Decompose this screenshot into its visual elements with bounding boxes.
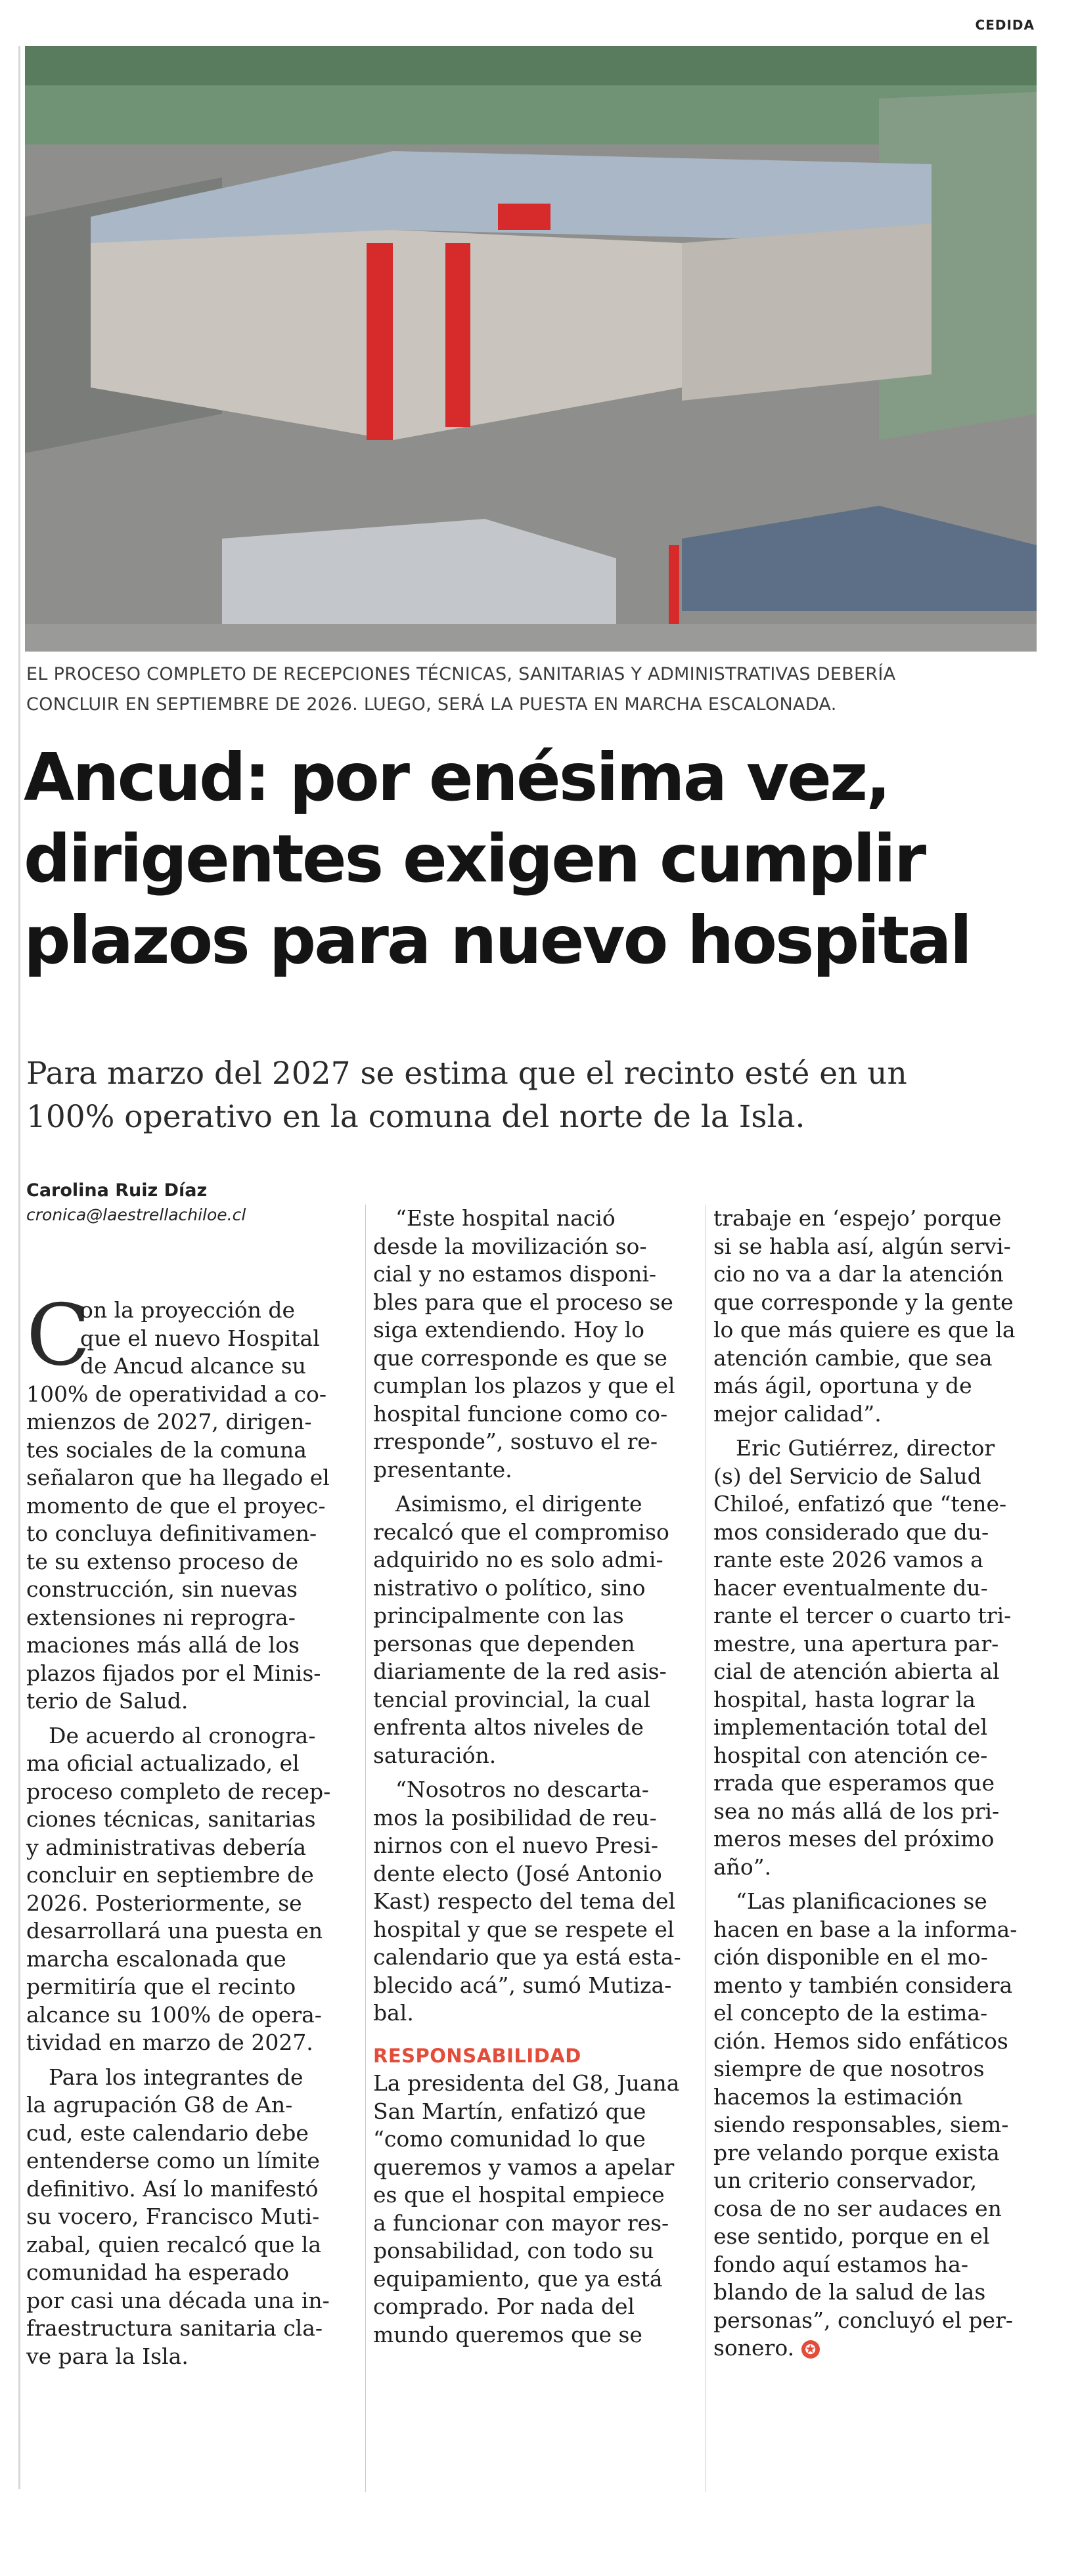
article-line: Chiloé, enfatizó que “tene-: [713, 1491, 1007, 1517]
article-line: cio no va a dar la atención: [713, 1261, 1004, 1287]
article-line: que corresponde es que se: [373, 1344, 667, 1371]
hospital-illustration: [25, 46, 1037, 652]
article-line: ción. Hemos sido enfáticos: [713, 2028, 1008, 2054]
article-line: siempre de que nosotros: [713, 2056, 985, 2081]
article-line: fraestructura sanitaria cla-: [26, 2315, 323, 2341]
section-heading: RESPONSABILIDAD: [373, 2044, 581, 2067]
article-line: [373, 1484, 698, 1490]
article-line: cud, este calendario debe: [26, 2120, 309, 2146]
article-line: es que el hospital empiece: [373, 2182, 665, 2208]
article-line: marcha escalonada que: [26, 1945, 286, 1972]
article-line: rante este 2026 vamos a: [713, 1547, 983, 1572]
article-line: personas”, concluyó el per-: [713, 2307, 1013, 2333]
article-line: definitivo. Así lo manifestó: [26, 2175, 319, 2202]
article-line: lo que más quiere es que la: [713, 1317, 1016, 1343]
article-line: construcción, sin nuevas: [26, 1576, 298, 1602]
article-line: maciones más allá de los: [26, 1632, 300, 1658]
article-line: comunidad ha esperado: [26, 2259, 290, 2285]
article-line: la agrupación G8 de An-: [26, 2092, 293, 2118]
article-line: Para los integrantes de: [49, 2064, 303, 2090]
article-line: hacen en base a la informa-: [713, 1916, 1018, 1942]
article-line: desde la movilización so-: [373, 1233, 647, 1259]
article-line: mos la posibilidad de reu-: [373, 1804, 657, 1831]
article-line: proceso completo de recep-: [26, 1778, 331, 1804]
article-line: plazos fijados por el Minis-: [26, 1660, 321, 1686]
article-line: siendo responsables, siem-: [713, 2112, 1009, 2137]
page-margin-rule: [18, 46, 20, 2489]
article-line: Kast) respecto del tema del: [373, 1888, 676, 1914]
article-line: tividad en marzo de 2027.: [26, 2030, 313, 2055]
article-line: hacer eventualmente du-: [713, 1574, 988, 1601]
article-column-1: [26, 1287, 361, 2370]
article-line: pre velando porque exista: [713, 2139, 1000, 2165]
article-column-2: [373, 1205, 698, 2349]
article-line: “como comunidad lo que: [373, 2126, 646, 2152]
article-line: to concluya definitivamen-: [26, 1521, 317, 1546]
article-line: extensiones ni reprogra-: [26, 1604, 296, 1630]
article-line: mejor calidad”.: [713, 1400, 882, 1427]
article-line: desarrollará una puesta en: [26, 1918, 323, 1943]
article-line: La presidenta del G8, Juana: [373, 2070, 680, 2096]
article-line: mestre, una apertura par-: [713, 1630, 999, 1656]
article-line: trabaje en ‘espejo’ porque: [713, 1205, 1002, 1231]
article-line: año”.: [713, 1854, 772, 1880]
article-line: te su extenso proceso de: [26, 1548, 299, 1574]
article-line: Asimismo, el dirigente: [395, 1491, 642, 1517]
article-line: dente electo (José Antonio: [373, 1860, 662, 1886]
article-line: comprado. Por nada del: [373, 2294, 635, 2319]
article-line: ción disponible en el mo-: [713, 1944, 988, 1970]
article-line: rante el tercer o cuarto tri-: [713, 1603, 1012, 1628]
article-line: por casi una década una in-: [26, 2287, 330, 2313]
article-line: permitiría que el recinto: [26, 1974, 296, 1999]
article-line: el concepto de la estima-: [713, 2000, 988, 2026]
article-line: ve para la Isla.: [26, 2343, 189, 2369]
article-line: queremos y vamos a apelar: [373, 2154, 675, 2180]
column-divider: [365, 1205, 366, 2492]
article-line: cial y no estamos disponi-: [373, 1261, 657, 1287]
article-line: ponsabilidad, con todo su: [373, 2238, 654, 2263]
article-line: mos considerado que du-: [713, 1519, 989, 1545]
article-line: bal.: [373, 2000, 414, 2026]
article-line: recalcó que el compromiso: [373, 1519, 669, 1545]
caption-line: EL PROCESO COMPLETO DE RECEPCIONES TÉCNICAS, SANITARIAS Y ADMINISTRATIVAS DEBERÍA: [26, 664, 896, 684]
article-line: equipamiento, que ya está: [373, 2265, 663, 2292]
article-line: entenderse como un límite: [26, 2148, 320, 2173]
article-line: meros meses del próximo: [713, 1826, 995, 1852]
article-line: [713, 1881, 1042, 1888]
article-line: siga extendiendo. Hoy lo: [373, 1317, 645, 1343]
section-spacer: [373, 2028, 698, 2042]
article-line: hospital con atención ce-: [713, 1742, 988, 1768]
article-line: tes sociales de la comuna: [26, 1436, 307, 1463]
article-line: blecido acá”, sumó Mutiza-: [373, 1972, 672, 1998]
article-line: on la proyección de: [80, 1297, 296, 1323]
article-line: De acuerdo al cronogra-: [49, 1722, 316, 1748]
article-line: nirnos con el nuevo Presi-: [373, 1832, 658, 1858]
byline: [26, 1178, 246, 1227]
article-line: a funcionar con mayor res-: [373, 2210, 669, 2236]
article-line: tencial provincial, la cual: [373, 1686, 650, 1712]
article-line: atención cambie, que sea: [713, 1344, 993, 1371]
article-line: 100% de operatividad a co-: [26, 1381, 327, 1407]
article-line: hospital y que se respete el: [373, 1916, 675, 1942]
headline-line: Ancud: por enésima vez,: [24, 739, 889, 816]
article-line: cumplan los plazos y que el: [373, 1373, 675, 1398]
article-line: de Ancud alcance su: [80, 1353, 306, 1379]
article-line: que corresponde y la gente: [713, 1289, 1014, 1315]
author-email: cronica@laestrellachiloe.cl: [26, 1205, 246, 1224]
article-line: cial de atención abierta al: [713, 1658, 1000, 1684]
subheadline: [26, 1052, 1038, 1139]
article-column-3: [713, 1205, 1042, 2363]
article-line: enfrenta altos niveles de: [373, 1714, 644, 1740]
article-line: rresponde”, sostuvo el re-: [373, 1429, 658, 1454]
article-line: hospital, hasta lograr la: [713, 1686, 976, 1712]
headline-line: plazos para nuevo hospital: [24, 902, 970, 979]
article-line: presentante.: [373, 1456, 512, 1482]
article-line: 2026. Posteriormente, se: [26, 1890, 302, 1916]
article-line: ese sentido, porque en el: [713, 2223, 990, 2249]
article-line: “Las planificaciones se: [736, 1888, 987, 1914]
article-line: San Martín, enfatizó que: [373, 2098, 646, 2124]
article-line: principalmente con las: [373, 1603, 624, 1628]
article-line: mienzos de 2027, dirigen-: [26, 1409, 312, 1434]
article-line: personas que dependen: [373, 1630, 635, 1656]
photo-credit: CEDIDA: [975, 17, 1035, 33]
article-line: sea no más allá de los pri-: [713, 1798, 1000, 1824]
article-line: un criterio conservador,: [713, 2167, 977, 2193]
subheadline-line: Para marzo del 2027 se estima que el recinto esté en un: [26, 1055, 907, 1092]
article-line: su vocero, Francisco Muti-: [26, 2204, 320, 2229]
article-line: hospital funcione como co-: [373, 1400, 668, 1427]
article-line: que el nuevo Hospital: [80, 1325, 320, 1351]
end-of-article-icon: ✪: [801, 2340, 820, 2359]
article-line: rrada que esperamos que: [713, 1770, 995, 1796]
article-line: [26, 1716, 361, 1722]
article-line: zabal, quien recalcó que la: [26, 2231, 322, 2257]
article-line: [373, 1769, 698, 1776]
article-line: [713, 2334, 1042, 2363]
article-line: más ágil, oportuna y de: [713, 1373, 972, 1398]
article-line: hacemos la estimación: [713, 2083, 963, 2110]
article-line: si se habla así, algún servi-: [713, 1233, 1011, 1259]
article-line: implementación total del: [713, 1714, 988, 1740]
article-line: calendario que ya está esta-: [373, 1944, 681, 1970]
caption-line: CONCLUIR EN SEPTIEMBRE DE 2026. LUEGO, SERÁ LA PUESTA EN MARCHA ESCALONADA.: [26, 694, 837, 715]
article-line: saturación.: [373, 1742, 497, 1768]
article-line: y administrativas debería: [26, 1834, 307, 1860]
headline: [24, 737, 1048, 981]
article-line: “Este hospital nació: [395, 1205, 616, 1231]
subheadline-line: 100% operativo en la comuna del norte de la Isla.: [26, 1099, 805, 1135]
article-line: terio de Salud.: [26, 1688, 189, 1714]
article-line: momento de que el proyec-: [26, 1492, 326, 1519]
article-line: ma oficial actualizado, el: [26, 1750, 300, 1776]
article-line: adquirido no es solo admi-: [373, 1547, 663, 1572]
drop-cap: C: [26, 1287, 91, 1385]
article-line: cosa de no ser audaces en: [713, 2195, 1002, 2221]
article-line: [713, 1428, 1042, 1434]
article-line: mundo queremos que se: [373, 2321, 642, 2347]
hospital-aerial-photo: [25, 46, 1037, 652]
article-line: ciones técnicas, sanitarias: [26, 1806, 316, 1832]
headline-line: dirigentes exigen cumplir: [24, 820, 925, 897]
article-line: bles para que el proceso se: [373, 1289, 673, 1315]
article-line: mento y también considera: [713, 1972, 1013, 1998]
article-line: Eric Gutiérrez, director: [736, 1435, 995, 1461]
article-line: diariamente de la red asis-: [373, 1658, 667, 1684]
author-name: Carolina Ruiz Díaz: [26, 1180, 208, 1201]
article-line: señalaron que ha llegado el: [26, 1465, 330, 1490]
article-line: blando de la salud de las: [713, 2279, 986, 2305]
article-line: (s) del Servicio de Salud: [713, 1463, 981, 1489]
article-line: concluir en septiembre de: [26, 1862, 314, 1888]
closing-word: sonero.: [713, 2335, 801, 2361]
article-line: [26, 2057, 361, 2064]
article-line: fondo aquí estamos ha-: [713, 2251, 968, 2277]
article-line: nistrativo o político, sino: [373, 1574, 646, 1601]
photo-caption: [26, 659, 1038, 720]
article-line: alcance su 100% de opera-: [26, 2001, 322, 2028]
article-line: “Nosotros no descarta-: [395, 1777, 649, 1802]
